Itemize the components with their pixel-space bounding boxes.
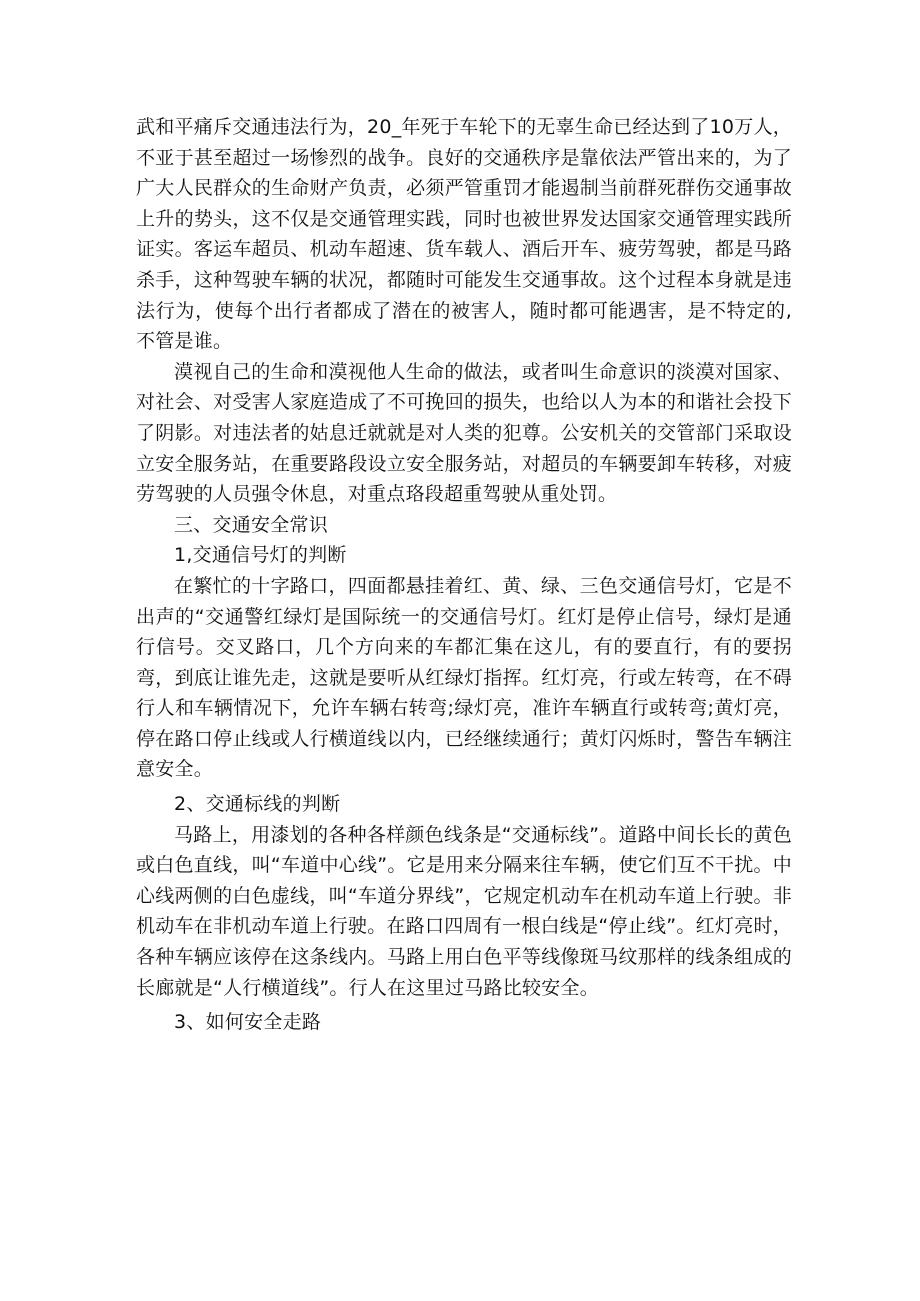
paragraph-body: 马路上，用漆划的各种各样颜色线条是“交通标线”。道路中间长长的黄色或白色直线，叫“车道中心线”。它是用来分隔来往车辆，使它们互不干扰。中心线两侧的白色虚线，叫“车道分界线”，它规定机动车在机动车道上行驶。非机动车在非机动车道上行驶。在路口四周有一根白线是“停止线”。红灯亮时，各种车辆应该停在这条线内。马路上用白色平等线像斑马纹那样的线条组成的长廊就是“人行横道线”。行人在这里过马路比较安全。: [136, 823, 792, 999]
paragraph-body: 漠视自己的生命和漠视他人生命的做法，或者叫生命意识的淡漠对国家、对社会、对受害人家庭造成了不可挽回的损失，也给以人为本的和谐社会投下了阴影。对违法者的姑息迁就就是对人类的犯尊。公安机关的交管部门采取设立安全服务站，在重要路段设立安全服务站，对超员的车辆要卸车转移，对疲劳驾驶的人员强令休息，对重点珞段超重驾驶从重处罚。: [136, 360, 792, 506]
subheading-traffic-lights: 1,交通信号灯的判断: [174, 544, 347, 567]
subheading-safe-walking: 3、如何安全走路: [174, 1011, 322, 1034]
section-heading-3: 三、交通安全常识: [174, 513, 329, 536]
subheading-road-markings: 2、交通标线的判断: [174, 793, 341, 816]
paragraph-body: 在繁忙的十字路口，四面都悬挂着红、黄、绿、三色交通信号灯，它是不出声的“交通警红绿灯是国际统一的交通信号灯。红灯是停止信号，绿灯是通行信号。交叉路口，几个方向来的车都汇集在这儿，有的要直行，有的要拐弯，到底让谁先走，这就是要听从红绿灯指挥。红灯亮，行或左转弯，在不碍行人和车辆情况下，允许车辆右转弯;绿灯亮，准许车辆直行或转弯;黄灯亮，停在路口停止线或人行横道线以内，已经继续通行；黄灯闪烁时，警告车辆注意安全。: [136, 574, 792, 781]
document-body: [136, 112, 792, 1038]
paragraph-continued: 武和平痛斥交通违法行为，20_年死于车轮下的无辜生命已经达到了10万人，不亚于甚至超过一场惨烈的战争。良好的交通秩序是靠依法严管出来的，为了广大人民群众的生命财产负责，必须严管重罚才能遏制当前群死群伤交通事故上升的势头，这不仅是交通管理实践，同时也被世界发达国家交通管理实践所证实。客运车超员、机动车超速、货车载人、酒后开车、疲劳驾驶，都是马路杀手，这种驾驶车辆的状况，都随时可能发生交通事故。这个过程本身就是违法行为，使每个出行者都成了潜在的被害人，随时都可能遇害，是不特定的,不管是谁。: [136, 116, 792, 353]
